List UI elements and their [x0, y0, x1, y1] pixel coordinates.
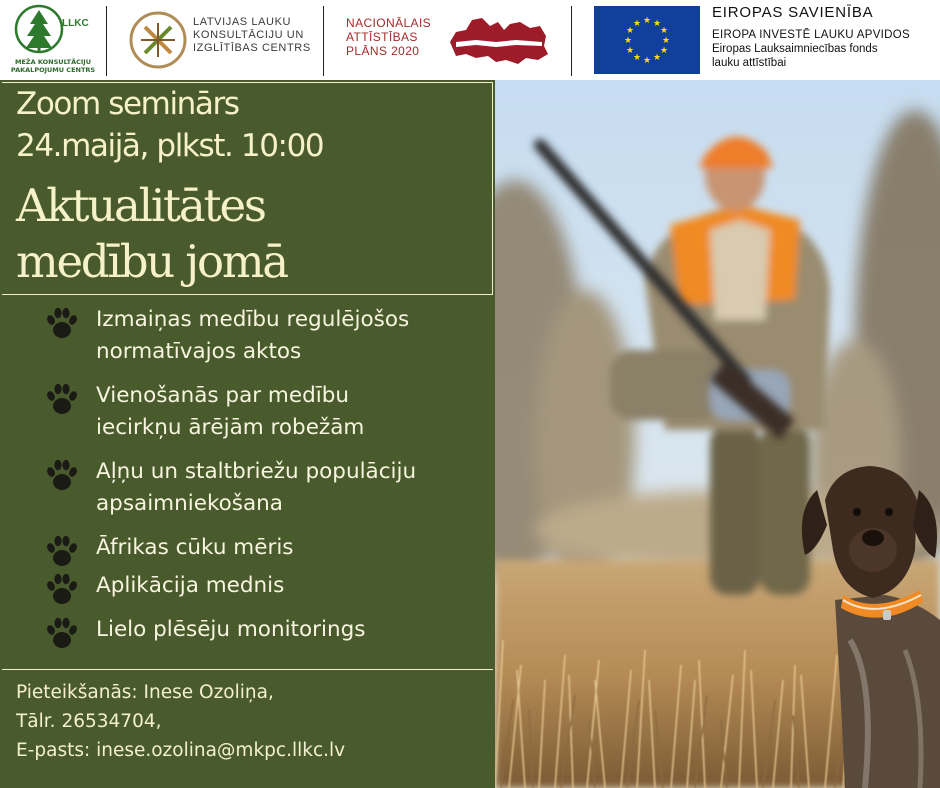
topic-line: iecirkņu ārējām robežām: [96, 415, 365, 440]
hunter-with-dog-photo: [495, 80, 940, 788]
topic-text: [96, 304, 409, 368]
paw-print-icon: [46, 458, 78, 492]
eu-title: EIROPAS SAVIENĪBA: [712, 4, 874, 21]
svg-text:★: ★: [661, 36, 671, 46]
topic-line: Lielo plēsēju monitorings: [96, 617, 366, 642]
latvia-map-icon: [446, 12, 550, 68]
eu-stars-icon: [594, 6, 700, 74]
mkpc-mark: LLKC: [62, 18, 89, 29]
topic-item: [46, 456, 416, 520]
paw-print-icon: [46, 306, 78, 340]
llkc-line: IZGLĪTĪBAS CENTRS: [193, 42, 311, 54]
topic-line: Aplikācija mednis: [96, 573, 285, 598]
nap-line: ATTĪSTĪBAS: [346, 30, 418, 44]
svg-text:★: ★: [642, 16, 652, 26]
svg-text:★: ★: [625, 26, 635, 36]
eu-fund-line: lauku attīstībai: [712, 57, 787, 69]
mkpc-logo: [8, 2, 98, 78]
topic-item: [46, 614, 365, 650]
topic-line: Āfrikas cūku mēris: [96, 535, 294, 560]
paw-print-icon: [46, 572, 78, 606]
topic-text: [96, 570, 284, 602]
contact-phone[interactable]: Tālr. 26534704,: [16, 711, 162, 732]
event-title-line: medību jomā: [16, 235, 287, 288]
llkc-logo-icon: [128, 10, 188, 70]
paw-print-icon: [46, 382, 78, 416]
topic-text: [96, 532, 294, 564]
topic-line: Vienošanās par medību: [96, 383, 349, 408]
svg-text:★: ★: [652, 53, 662, 63]
contact-registration: Pieteikšanās: Inese Ozoliņa,: [16, 682, 274, 703]
eu-fund-line: Eiropas Lauksaimniecības fonds: [712, 43, 878, 55]
mkpc-caption: MEŽA KONSULTĀCIJU PAKALPOJUMU CENTRS: [10, 58, 96, 74]
logo-separator: [571, 6, 572, 76]
topic-text: [96, 456, 416, 520]
mkpc-tree-logo-icon: [8, 2, 98, 58]
topic-line: apsaimniekošana: [96, 491, 283, 516]
topic-line: normatīvajos aktos: [96, 339, 302, 364]
svg-text:★: ★: [623, 36, 633, 46]
topic-line: Aļņu un staltbriežu populāciju: [96, 459, 417, 484]
logo-separator: [323, 6, 324, 76]
svg-text:★: ★: [632, 53, 642, 63]
hunter-dog-illustration: [495, 80, 940, 788]
topic-item: [46, 570, 284, 606]
llkc-line: LATVIJAS LAUKU: [193, 16, 292, 28]
svg-text:★: ★: [659, 46, 669, 56]
eu-flag: [594, 6, 700, 74]
llkc-line: KONSULTĀCIJU UN: [193, 29, 304, 41]
svg-text:★: ★: [642, 56, 652, 66]
eu-subtitle-block: [712, 28, 937, 70]
topic-item: [46, 380, 364, 444]
topic-line: Izmaiņas medību regulējošos: [96, 307, 410, 332]
contact-email[interactable]: E-pasts: inese.ozolina@mkpc.llkc.lv: [16, 740, 346, 761]
topic-text: [96, 614, 365, 646]
paw-print-icon: [46, 534, 78, 568]
logo-separator: [106, 6, 107, 76]
event-type: Zoom seminārs: [16, 86, 239, 122]
nap-logo-text: [346, 16, 446, 58]
event-datetime: 24.maijā, plkst. 10:00: [16, 128, 324, 164]
llkc-logo-text: [193, 16, 318, 55]
topic-item: [46, 532, 294, 568]
logo-bar: [0, 0, 940, 80]
svg-text:★: ★: [652, 19, 662, 29]
svg-text:★: ★: [632, 19, 642, 29]
info-panel: [0, 80, 495, 788]
nap-line: PLĀNS 2020: [346, 44, 420, 58]
topic-text: [96, 380, 364, 444]
event-title-line: Aktualitātes: [16, 179, 265, 232]
nap-line: NACIONĀLAIS: [346, 16, 432, 30]
topic-item: [46, 304, 409, 368]
eu-subtitle: EIROPA INVESTĒ LAUKU APVIDOS: [712, 29, 910, 41]
paw-print-icon: [46, 616, 78, 650]
svg-text:★: ★: [659, 26, 669, 36]
svg-text:★: ★: [625, 46, 635, 56]
